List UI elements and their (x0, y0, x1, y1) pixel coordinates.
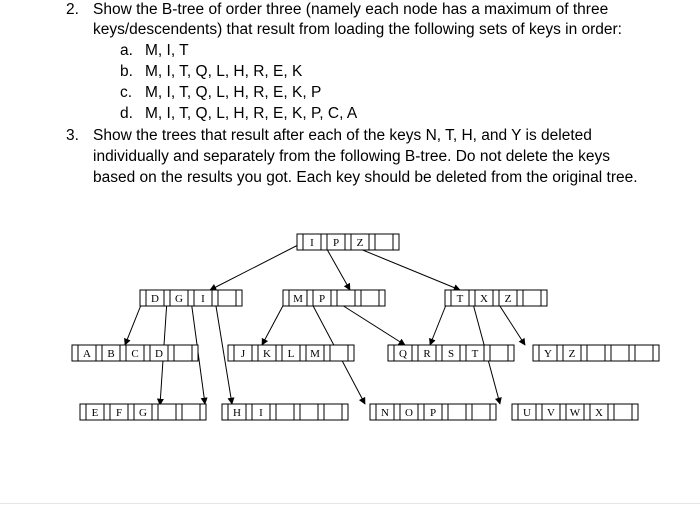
node-key: A (83, 348, 91, 360)
node-key: R (423, 348, 431, 360)
pointer-slot (608, 404, 614, 420)
pointer-slot (348, 345, 354, 361)
pointer-slot (605, 345, 611, 361)
pointer-slot (104, 404, 110, 420)
key-box (375, 234, 393, 250)
pointer-slot (541, 290, 547, 306)
pointer-slot (212, 290, 218, 306)
node-key: E (91, 407, 99, 419)
node-key: M (293, 293, 303, 305)
pointer-slot (388, 345, 394, 361)
pointer-slot (460, 345, 466, 361)
key-box (158, 404, 176, 420)
pointer-slot (508, 345, 514, 361)
pointer-slot (128, 404, 134, 420)
node-key: S (447, 348, 455, 360)
pointer-slot (484, 345, 490, 361)
pointer-slot (379, 290, 385, 306)
tree-edge (334, 300, 405, 345)
pointer-slot (188, 290, 194, 306)
key-box (523, 290, 541, 306)
pointer-slot (80, 404, 86, 420)
key-box (611, 345, 629, 361)
item-text: M, I, T, Q, L, H, R, E, K (145, 63, 303, 80)
node-key: H (233, 407, 241, 419)
node-key: Y (544, 348, 552, 360)
key-box (174, 345, 192, 361)
pointer-slot (512, 404, 518, 420)
node-key: Z (504, 293, 512, 305)
pointer-slot (246, 404, 252, 420)
pointer-slot (436, 345, 442, 361)
pointer-slot (394, 404, 400, 420)
key-box (361, 290, 379, 306)
node-key: I (201, 293, 205, 305)
question-2-line-1: Show the B-tree of order three (namely each node has a maximum of three (93, 1, 609, 18)
pointer-slot (307, 290, 313, 306)
question-2-line-2: keys/descendents) that result from loading the following sets of keys in order: (93, 21, 622, 38)
node-key: B (107, 348, 115, 360)
pointer-slot (72, 345, 78, 361)
tree-edge (262, 300, 286, 345)
pointer-slot (370, 404, 376, 420)
pointer-slot (140, 290, 146, 306)
node-key: K (263, 348, 271, 360)
node-key: N (381, 407, 389, 419)
pointer-slot (469, 290, 475, 306)
node-key: Z (356, 237, 364, 249)
pointer-slot (581, 345, 587, 361)
pointer-slot (490, 404, 496, 420)
node-key: Q (399, 348, 407, 360)
key-box (324, 404, 342, 420)
node-key: D (151, 293, 159, 305)
node-key: V (547, 407, 555, 419)
key-box (300, 404, 318, 420)
pointer-slot (294, 404, 300, 420)
key-box (276, 404, 294, 420)
key-box (614, 404, 632, 420)
page-divider (0, 503, 700, 504)
tree-edge (348, 244, 460, 290)
node-key: P (429, 407, 437, 419)
tree-edges (125, 244, 525, 405)
pointer-slot (283, 290, 289, 306)
tree-edge (125, 300, 143, 345)
question-3-line-1: Show the trees that result after each of the keys N, T, H, and Y is deleted (93, 127, 592, 144)
node-key: T (471, 348, 479, 360)
node-key: F (115, 407, 123, 419)
tree-edge (324, 244, 350, 290)
pointer-slot (536, 404, 542, 420)
pointer-slot (517, 290, 523, 306)
root-node (297, 234, 399, 250)
item-label: d. (120, 105, 133, 122)
level2-node (533, 345, 659, 361)
pointer-slot (318, 404, 324, 420)
pointer-slot (493, 290, 499, 306)
question-2-number: 2. (66, 1, 79, 18)
pointer-slot (176, 404, 182, 420)
pointer-slot (418, 404, 424, 420)
pointer-slot (584, 404, 590, 420)
key-box (337, 290, 355, 306)
node-key: G (139, 407, 147, 419)
pointer-slot (355, 290, 361, 306)
key-box (587, 345, 605, 361)
pointer-slot (445, 290, 451, 306)
pointer-slot (533, 345, 539, 361)
node-key: I (259, 407, 263, 419)
pointer-slot (200, 404, 206, 420)
key-box (635, 345, 653, 361)
pointer-slot (466, 404, 472, 420)
pointer-slot (342, 404, 348, 420)
node-key: O (405, 407, 413, 419)
node-key: T (456, 293, 464, 305)
question-3-line-2: individually and separately from the following B-tree. Do not delete the keys (93, 148, 610, 165)
node-key: J (240, 348, 246, 360)
tree-edge (210, 244, 300, 290)
pointer-slot (393, 234, 399, 250)
node-key: U (523, 407, 531, 419)
node-key: M (310, 348, 320, 360)
item-text: M, I, T (145, 42, 189, 59)
item-text: M, I, T, Q, L, H, R, E, K, P, C, A (145, 105, 358, 122)
item-label: c. (120, 84, 133, 101)
tree-edge (496, 300, 525, 345)
level3-node (222, 404, 348, 420)
node-key: W (569, 407, 581, 419)
pointer-slot (653, 345, 659, 361)
pointer-slot (270, 404, 276, 420)
pointer-slot (557, 345, 563, 361)
pointer-slot (629, 345, 635, 361)
tree-nodes (72, 234, 659, 420)
node-key: G (175, 293, 183, 305)
key-box (448, 404, 466, 420)
key-box (330, 345, 348, 361)
question-3-line-3: based on the results you got. Each key should be deleted from the original tree. (93, 169, 638, 186)
level3-node (80, 404, 206, 420)
tree-edge (430, 300, 448, 345)
question-3-number: 3. (66, 127, 79, 144)
pointer-slot (297, 234, 303, 250)
pointer-slot (252, 345, 258, 361)
pointer-slot (236, 290, 242, 306)
pointer-slot (222, 404, 228, 420)
pointer-slot (96, 345, 102, 361)
level2-node (388, 345, 514, 361)
pointer-slot (331, 290, 337, 306)
pointer-slot (300, 345, 306, 361)
level1-node (445, 290, 547, 306)
node-key: D (155, 348, 163, 360)
key-box (472, 404, 490, 420)
pointer-slot (324, 345, 330, 361)
node-key: P (318, 293, 326, 305)
pointer-slot (276, 345, 282, 361)
level2-node (72, 345, 198, 361)
pointer-slot (412, 345, 418, 361)
pointer-slot (152, 404, 158, 420)
node-key: I (310, 237, 314, 249)
pointer-slot (369, 234, 375, 250)
key-box (182, 404, 200, 420)
pointer-slot (120, 345, 126, 361)
item-label: a. (120, 42, 133, 59)
pointer-slot (560, 404, 566, 420)
node-key: X (595, 407, 603, 419)
pointer-slot (168, 345, 174, 361)
pointer-slot (442, 404, 448, 420)
key-box (490, 345, 508, 361)
node-key: X (480, 293, 488, 305)
key-box (218, 290, 236, 306)
level3-node (370, 404, 496, 420)
pointer-slot (321, 234, 327, 250)
pointer-slot (632, 404, 638, 420)
pointer-slot (144, 345, 150, 361)
node-key: C (131, 348, 139, 360)
item-label: b. (120, 63, 133, 80)
node-key: L (287, 348, 295, 360)
level1-node (283, 290, 385, 306)
pointer-slot (228, 345, 234, 361)
level3-node (512, 404, 638, 420)
pointer-slot (164, 290, 170, 306)
pointer-slot (192, 345, 198, 361)
node-key: P (332, 237, 340, 249)
level2-node (228, 345, 354, 361)
level1-node (140, 290, 242, 306)
pointer-slot (345, 234, 351, 250)
node-key: Z (568, 348, 576, 360)
item-text: M, I, T, Q, L, H, R, E, K, P (145, 84, 322, 101)
